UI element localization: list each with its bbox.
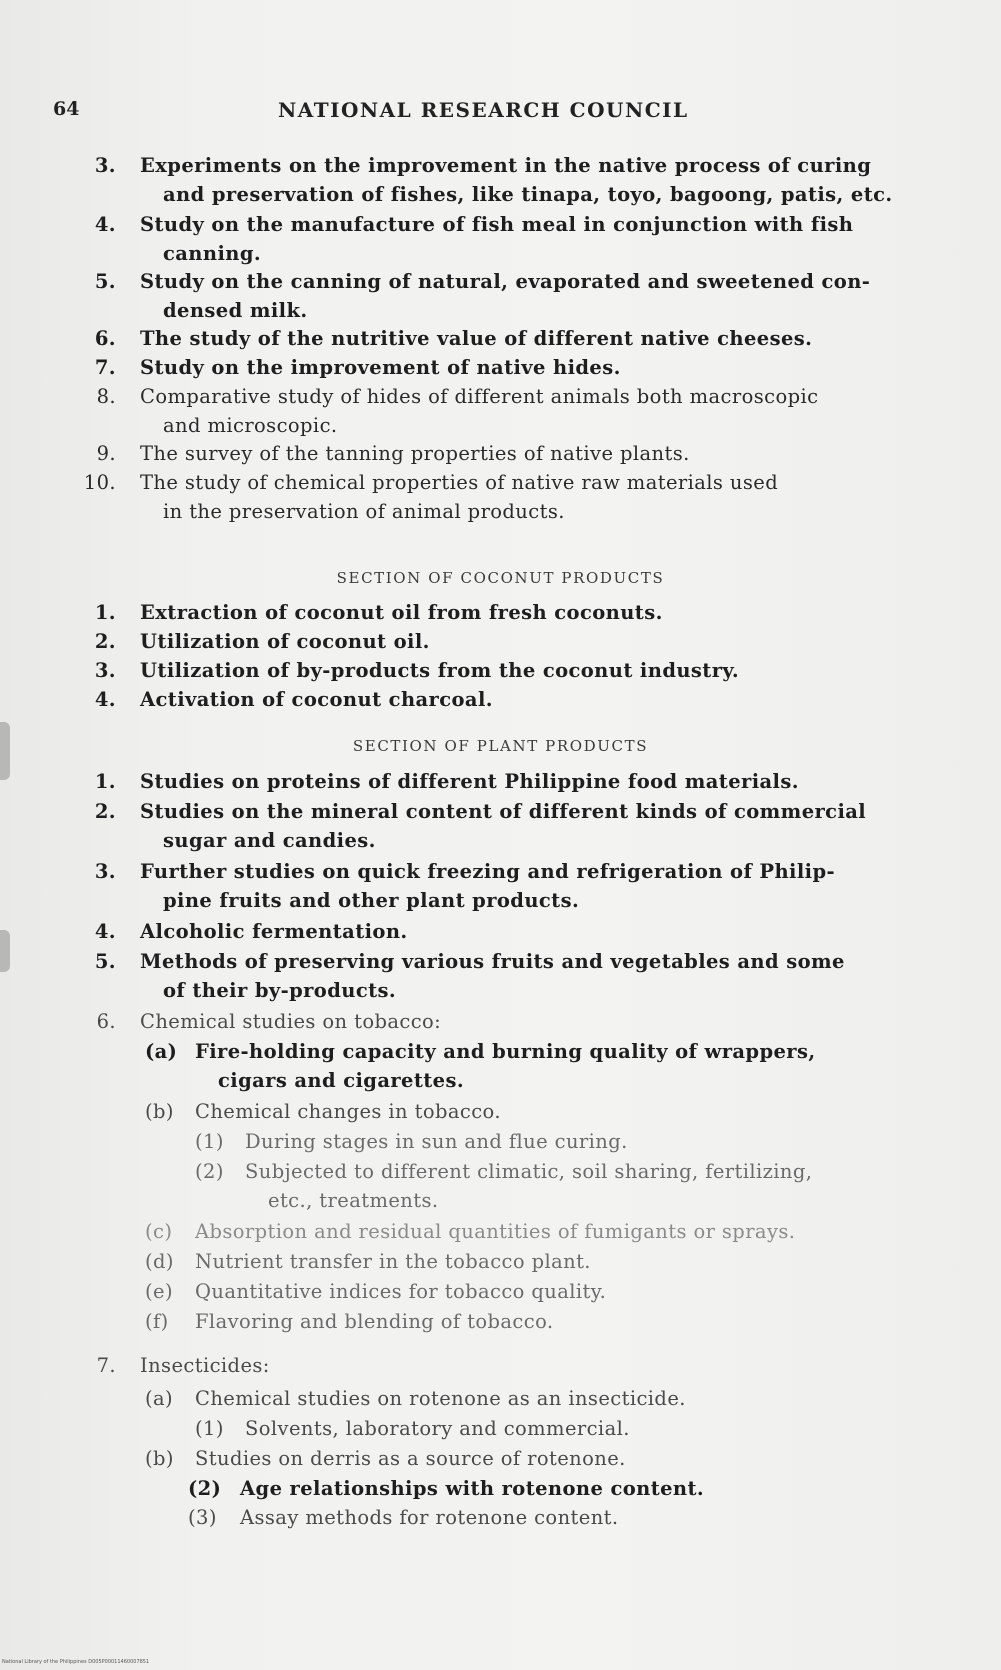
sub-item-text: Subjected to different climatic, soil sharing, fertilizing, (245, 1160, 813, 1183)
item-text: Study on the manufacture of fish meal in conjunction with fish (140, 213, 854, 236)
item-text: Comparative study of hides of different animals both macroscopic (140, 385, 819, 408)
running-head: NATIONAL RESEARCH COUNCIL (278, 98, 689, 122)
item-number: 6. (96, 1010, 116, 1033)
item-number: 3. (94, 659, 116, 682)
sub-item-label: (b) (145, 1447, 174, 1470)
item-number: 4. (94, 920, 116, 943)
item-number: 4. (94, 688, 116, 711)
item-text: Studies on proteins of different Philippine food materials. (140, 770, 799, 793)
sub-item-text: Chemical studies on rotenone as an insecticide. (195, 1387, 686, 1410)
item-text: Methods of preserving various fruits and vegetables and some (140, 950, 845, 973)
item-text: Experiments on the improvement in the native process of curing (140, 154, 872, 177)
sub-item-text: Age relationships with rotenone content. (240, 1477, 705, 1500)
item-text: Alcoholic fermentation. (140, 920, 408, 943)
sub-item-label: (e) (145, 1280, 173, 1303)
sub-item-text: etc., treatments. (268, 1189, 439, 1212)
item-text: Further studies on quick freezing and refrigeration of Philip- (140, 860, 836, 883)
item-text: sugar and candies. (163, 829, 376, 852)
sub-item-text: Nutrient transfer in the tobacco plant. (195, 1250, 591, 1273)
sub-item-label: (a) (145, 1040, 178, 1063)
item-number: 2. (94, 800, 116, 823)
item-number: 7. (94, 356, 116, 379)
sub-item-text: Chemical changes in tobacco. (195, 1100, 501, 1123)
item-number: 3. (94, 154, 116, 177)
item-text: in the preservation of animal products. (163, 500, 565, 523)
section-heading: SECTION OF COCONUT PRODUCTS (336, 569, 665, 587)
item-number: 1. (94, 601, 116, 624)
item-text: Extraction of coconut oil from fresh coconuts. (140, 601, 663, 624)
item-number: 6. (94, 327, 116, 350)
sub-item-label: (1) (195, 1417, 224, 1440)
sub-item-label: (1) (195, 1130, 224, 1153)
section-heading: SECTION OF PLANT PRODUCTS (352, 737, 649, 755)
sub-item-label: (a) (145, 1387, 174, 1410)
item-number: 5. (94, 270, 116, 293)
sub-item-label: (c) (145, 1220, 173, 1243)
sub-item-text: Flavoring and blending of tobacco. (195, 1310, 554, 1333)
sub-item-label: (f) (145, 1310, 169, 1333)
item-number: 9. (96, 442, 116, 465)
item-number: 7. (96, 1354, 116, 1377)
item-number: 3. (94, 860, 116, 883)
sub-item-label: (b) (145, 1100, 174, 1123)
item-text: and microscopic. (163, 414, 338, 437)
sub-item-text: Assay methods for rotenone content. (240, 1506, 619, 1529)
sub-item-label: (d) (145, 1250, 174, 1273)
footer-watermark: National Library of the Philippines D005P00011460007851 (2, 1659, 150, 1665)
item-number: 2. (94, 630, 116, 653)
item-text: The study of chemical properties of native raw materials used (140, 471, 779, 494)
sub-item-text: cigars and cigarettes. (218, 1069, 465, 1092)
item-text: Chemical studies on tobacco: (140, 1010, 442, 1033)
item-number: 1. (94, 770, 116, 793)
sub-item-label: (2) (195, 1160, 224, 1183)
item-text: The survey of the tanning properties of native plants. (140, 442, 690, 465)
sub-item-text: Fire-holding capacity and burning quality of wrappers, (195, 1040, 816, 1063)
item-text: densed milk. (163, 299, 308, 322)
sub-item-text: Absorption and residual quantities of fumigants or sprays. (195, 1220, 796, 1243)
item-text: The study of the nutritive value of different native cheeses. (140, 327, 813, 350)
item-text: Study on the improvement of native hides. (140, 356, 621, 379)
sub-item-label: (3) (188, 1506, 217, 1529)
item-number: 10. (83, 471, 116, 494)
item-text: Studies on the mineral content of different kinds of commercial (140, 800, 867, 823)
item-text: Study on the canning of natural, evaporated and sweetened con- (140, 270, 871, 293)
item-text: canning. (163, 242, 262, 265)
page-header (0, 98, 1001, 128)
item-text: of their by-products. (163, 979, 397, 1002)
sub-item-text: Studies on derris as a source of rotenone. (195, 1447, 626, 1470)
sub-item-label: (2) (188, 1477, 222, 1500)
item-text: Insecticides: (140, 1354, 270, 1377)
item-text: Utilization of by-products from the coconut industry. (140, 659, 740, 682)
item-number: 4. (94, 213, 116, 236)
item-text: Activation of coconut charcoal. (140, 688, 493, 711)
item-number: 5. (94, 950, 116, 973)
sub-item-text: During stages in sun and flue curing. (245, 1130, 628, 1153)
item-text: and preservation of fishes, like tinapa, toyo, bagoong, patis, etc. (163, 183, 893, 206)
item-number: 8. (96, 385, 116, 408)
sub-item-text: Solvents, laboratory and commercial. (245, 1417, 630, 1440)
page-edge-mark (0, 930, 10, 972)
sub-item-text: Quantitative indices for tobacco quality. (195, 1280, 607, 1303)
item-text: pine fruits and other plant products. (163, 889, 580, 912)
page-number: 64 (53, 98, 80, 120)
item-text: Utilization of coconut oil. (140, 630, 430, 653)
